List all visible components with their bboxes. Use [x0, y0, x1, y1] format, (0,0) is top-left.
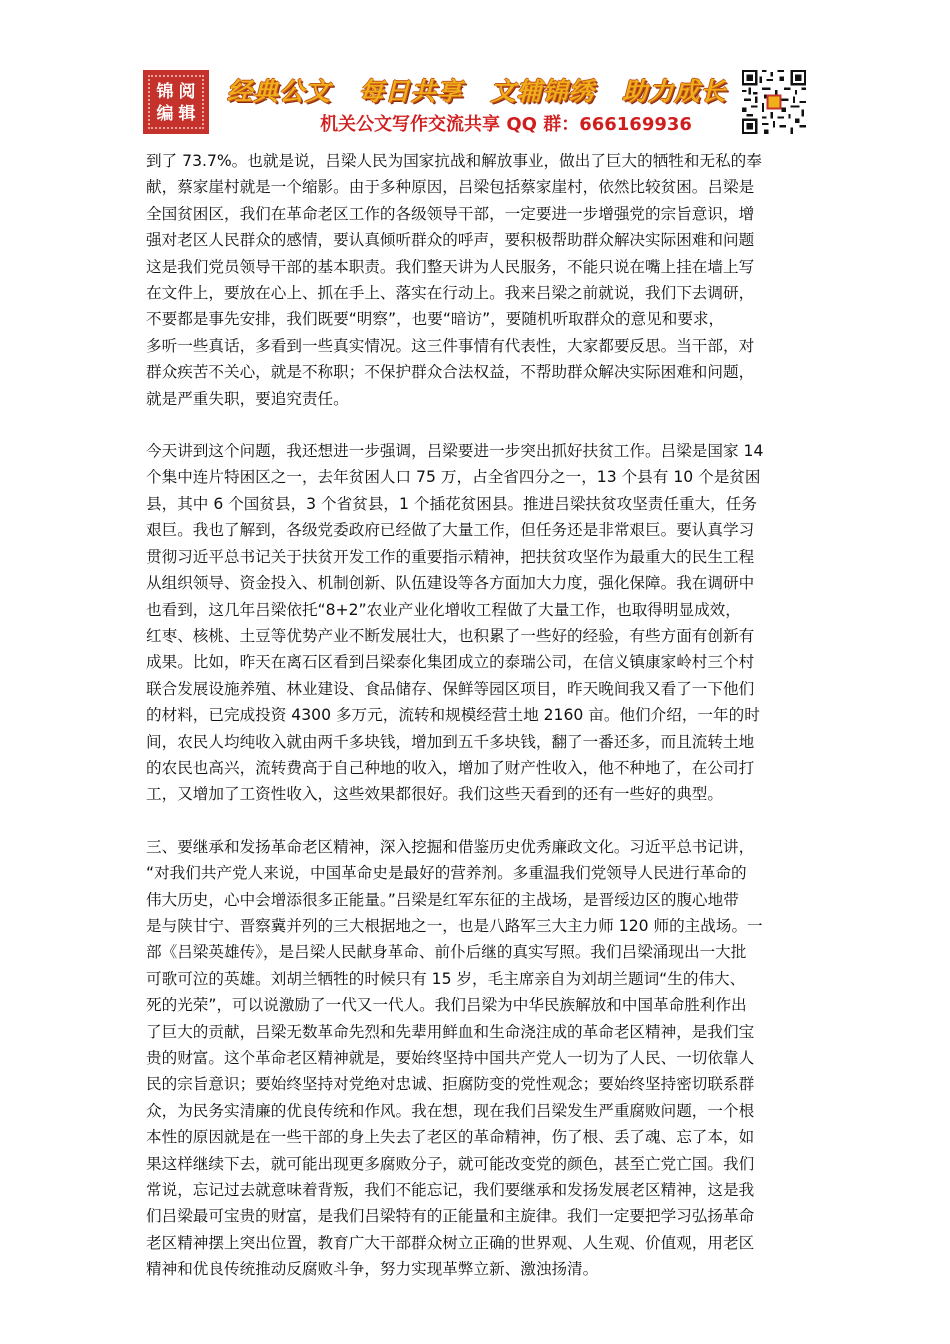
text-line: 民的宗旨意识；要始终坚持对党绝对忠诚、拒腐防变的党性观念；要始终坚持密切联系群 [146, 1075, 755, 1094]
text-line: 的材料，已完成投资 4300 多万元，流转和规模经营土地 2160 亩。他们介绍，一年的时 [146, 706, 760, 725]
logo-char: 辑 [178, 104, 196, 124]
text-line: 是与陕甘宁、晋察冀并列的三大根据地之一，也是八路军三大主力师 120 师的主战场。一 [146, 916, 763, 935]
article-body [146, 148, 814, 1283]
text-line: 常说，忘记过去就意味着背叛，我们不能忘记，我们要继承和发扬发展老区精神，这是我 [146, 1181, 755, 1200]
text-line: 这是我们党员领导干部的基本职责。我们整天讲为人民服务，不能只说在嘴上挂在墙上写 [146, 257, 755, 276]
text-line: 的农民也高兴，流转费高于自己种地的收入，增加了财产性收入，他不种地了，在公司打 [146, 758, 755, 777]
text-line: 个集中连片特困区之一，去年贫困人口 75 万，占全省四分之一，13 个县有 10 个是贫困 [146, 468, 761, 487]
text-line: 可歌可泣的英雄。刘胡兰牺牲的时候只有 15 岁，毛主席亲自为刘胡兰题词“生的伟大、 [146, 969, 746, 988]
text-line: 工，又增加了工资性收入，这些效果都很好。我们这些天看到的还有一些好的典型。 [146, 785, 723, 804]
text-line: 老区精神摆上突出位置，教育广大干部群众树立正确的世界观、人生观、价值观，用老区 [146, 1233, 755, 1252]
slogan-part: 经典公文 [227, 77, 332, 106]
header-banner [143, 64, 808, 140]
slogan-part: 助力成长 [622, 77, 727, 106]
text-line: 果这样继续下去，就可能出现更多腐败分子，就可能改变党的颜色，甚至亡党亡国。我们 [146, 1154, 755, 1173]
slogan-part: 每日共享 [358, 77, 463, 106]
text-line: 从组织领导、资金投入、机制创新、队伍建设等各方面加大力度，强化保障。我在调研中 [146, 574, 755, 593]
logo-char: 编 [156, 104, 174, 124]
text-line: 不要都是事先安排，我们既要“明察”，也要“暗访”，要随机听取群众的意见和要求， [146, 310, 725, 329]
text-line: “对我们共产党人来说，中国革命史是最好的营养剂。多重温我们党领导人民进行革命的 [146, 864, 747, 883]
paragraph [146, 438, 814, 808]
text-line: 伟大历史，心中会增添很多正能量。”吕梁是红军东征的主战场，是晋绥边区的腹心地带 [146, 890, 739, 909]
text-line: 贯彻习近平总书记关于扶贫开发工作的重要指示精神，把扶贫攻坚作为最重大的民生工程 [146, 547, 755, 566]
qq-group-text: 机关公文写作交流共享 QQ 群：666169936 [320, 114, 692, 135]
text-line: 了巨大的贡献，吕梁无数革命先烈和先辈用鲜血和生命浇注成的革命老区精神，是我们宝 [146, 1022, 755, 1041]
text-line: 多听一些真话，多看到一些真实情况。这三件事情有代表性，大家都要反思。当干部，对 [146, 336, 755, 355]
text-line: 间，农民人均纯收入就由两千多块钱，增加到五千多块钱，翻了一番还多，而且流转土地 [146, 732, 755, 751]
text-line: 就是严重失职，要追究责任。 [146, 389, 349, 408]
paragraph [146, 834, 814, 1283]
text-line: 强对老区人民群众的感情，要认真倾听群众的呼声，要积极帮助群众解决实际困难和问题 [146, 231, 755, 250]
text-line: 死的光荣”，可以说激励了一代又一代人。我们吕梁为中华民族解放和中国革命胜利作出 [146, 996, 747, 1015]
text-line: 部《吕梁英雄传》，是吕梁人民献身革命、前仆后继的真实写照。我们吕梁涌现出一大批 [146, 943, 747, 962]
text-line: 三、要继承和发扬革命老区精神，深入挖掘和借鉴历史优秀廉政文化。习近平总书记讲， [146, 837, 755, 856]
text-line: 今天讲到这个问题，我还想进一步强调，吕梁要进一步突出抓好扶贫工作。吕梁是国家 14 [146, 442, 764, 461]
logo-char: 阅 [178, 82, 196, 102]
text-line: 精神和优良传统推动反腐败斗争，努力实现革弊立新、激浊扬清。 [146, 1260, 599, 1279]
text-line: 贵的财富。这个革命老区精神就是，要始终坚持中国共产党人一切为了人民、一切依靠人 [146, 1049, 755, 1067]
text-line: 在文件上，要放在心上、抓在手上、落实在行动上。我来吕梁之前就说，我们下去调研， [146, 284, 755, 303]
paragraph [146, 148, 814, 412]
slogan-part: 文辅锦绣 [490, 77, 595, 106]
text-line: 成果。比如，昨天在离石区看到吕梁泰化集团成立的泰瑞公司，在信义镇康家岭村三个村 [146, 653, 755, 672]
text-line: 本性的原因就是在一些干部的身上失去了老区的革命精神，伤了根、丢了魂、忘了本，如 [146, 1128, 755, 1147]
slogan [227, 72, 737, 106]
text-line: 联合发展设施养殖、林业建设、食品储存、保鲜等园区项目，昨天晚间我又看了一下他们 [146, 679, 755, 698]
text-line: 众，为民务实清廉的优良传统和作风。我在想，现在我们吕梁发生严重腐败问题，一个根 [146, 1101, 755, 1120]
text-line: 到了 73.7%。也就是说，吕梁人民为国家抗战和解放事业，做出了巨大的牺牲和无私的奉 [146, 152, 762, 170]
qr-code-icon [742, 70, 806, 134]
text-line: 献，蔡家崖村就是一个缩影。由于多种原因，吕梁包括蔡家崖村，依然比较贫困。吕梁是 [146, 178, 755, 197]
text-line: 红枣、核桃、土豆等优势产业不断发展壮大，也积累了一些好的经验，有些方面有创新有 [146, 626, 755, 645]
text-line: 全国贫困区，我们在革命老区工作的各级领导干部，一定要进一步增强党的宗旨意识，增 [146, 204, 755, 223]
text-line: 群众疾苦不关心，就是不称职；不保护群众合法权益，不帮助群众解决实际困难和问题， [146, 363, 755, 382]
logo-char: 锦 [156, 82, 174, 102]
text-line: 们吕梁最可宝贵的财富，是我们吕梁特有的正能量和主旋律。我们一定要把学习弘扬革命 [146, 1207, 755, 1226]
logo-seal [143, 70, 209, 134]
text-line: 县，其中 6 个国贫县，3 个省贫县，1 个插花贫困县。推进吕梁扶贫攻坚责任重大，任务 [146, 494, 757, 513]
text-line: 艰巨。我也了解到，各级党委政府已经做了大量工作，但任务还是非常艰巨。要认真学习 [146, 521, 755, 540]
text-line: 也看到，这几年吕梁依托“8+2”农业产业化增收工程做了大量工作，也取得明显成效， [146, 600, 741, 619]
